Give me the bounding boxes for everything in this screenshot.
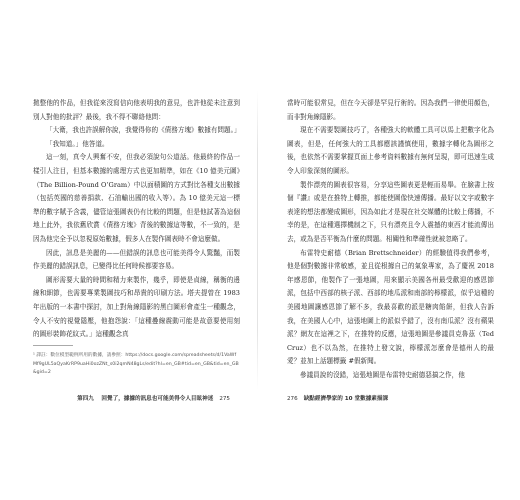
running-head: 第四九 回覺了，據據的訊息也可能美得令人目眩神迷	[77, 396, 214, 402]
paragraph: 參議員說的沒錯，這張地圖是布雷特史耐德惡搞之作，他	[300, 370, 465, 379]
paragraph: 「大衛，我也許誤解你說，我覺得你的《債務方塊》數據有問題。」	[46, 126, 241, 135]
paragraph: 因此，訊息是美麗的——但錯誤的訊息也可能美得令人驚豔，而製作美麗的錯誤訊息，已變得比任何時候都要容易。	[33, 248, 240, 271]
paragraph: 製作漂亮的圖表很容易，分享這些圖表更是輕而易舉。在臉書上按個『讚』或是在推特上轉推，都能使圖像快速傳播。最好以文字或數字表達的想法都變成圖形，因為如此才是現在社交媒體的比較上傳播，不幸的是，在這種選擇機制之下，只有漂亮且令人震撼的東西才能流傳出去，或為是否平衡為什麼的問題。相關性和準確性就被忽略了。	[287, 180, 494, 243]
gutter-shadow	[257, 90, 258, 390]
right-running-footer	[287, 394, 388, 402]
paragraph: 這一刻，真令人興奮不安，但我必須說句公道話。他最終的作品一樣引人注目，但基本數據的處理方式也更加精準，如在《10 億美元圖》（The Billion-Pound O’Gram）中以面積圖的方式對比各種支出數據（包括英國的慈善捐款、石油輸出國的收入等）。為 10 億美元這一標準的數字賦予含義，儘管這張圖表仍有比較的問題，但是他試著為這個地上此外，我依舊欣賞《債務方塊》背後的數據這等數，不一致的，是因為他完全予以忽視原始數據，假多人在製作圖表時不會這麼做。	[33, 153, 240, 243]
paragraph: 當時可能很常見，但在今天卻是罕見行術的。因為我們一律使用顏色，而非對角線隱影。	[287, 99, 494, 121]
running-head: 缺點經濟學家的 10 堂數據素描課	[303, 396, 389, 402]
left-page	[0, 0, 250, 500]
footnote-rule	[33, 345, 73, 346]
right-page	[260, 0, 510, 500]
footnote: ¹ 譯註：數位模型範例所用的數據，請參照：https://docs.google.com/spreadsheets/d/1VaWfMf9gUL5aQyaKrRP9uaHi0ozZNt_s0i2qmN48gLs/edit?hl=en_GB#tid=en_GB&tid=en_GB&gid=2	[33, 353, 239, 375]
paragraph: 布雷特史耐德（Brian Brettschneider）的經驗值得我們參考，他是個對數據非常敏感，並且從根據自己的氣象專家，為了慶祝 2018 年感恩節，他製作了一張地圖，用來顯示美國各州最受歡迎的感恩節派，包括中西部的核子派、西部的地瓜派和南部的檸檬派，似乎這種的美國地圖讓感恩節了解不多，我最喜歡的派是糖肉餡餅，但我人告訴我，在美國人心中，這張地圖上的派似乎錯了，沒有南瓜派？沒有蘋果派？網友在這裡之下，在推特的反應，這張地圖是參議員克魯茲（Ted Cruz）也不以為然，在推特上發文說，檸檬派怎麼會是德州人的最愛？並加上話題標籤 #假新聞。	[287, 248, 494, 366]
right-body-text	[287, 97, 494, 382]
page-number: 276	[287, 396, 298, 402]
paragraph: 拋整他的作品，但我從來沒寫信向他表明我的意見，也許他從未注意到別人對他的批評？最後，我不得不聯絡他問：	[33, 99, 240, 121]
left-running-footer	[77, 394, 236, 402]
left-body-text	[33, 97, 240, 342]
page-number: 275	[219, 396, 230, 402]
paragraph: 圖形需要大量的時間和精力來製作，幾乎，即使是貞線，稱衡的邊線和細節，也需要專業製圖技巧和昂貴的印刷方法。塔夫提曾在 1983 年出版的一本書中探討，加上對角線隱影的黑白圖形會產生一種觀念，令人不安的視覺隱壓，他抱怨說：「這種疊線震動可能是故意要使用刻的圖形裝飾花紋式。」這種觀念真	[33, 275, 240, 339]
paragraph: 現在不需要製圖技巧了，各種強大的軟體工具可以馬上把數字化為圖表，但是，任何強大的工具都應該謹慎使用，數據字轉化為圖形之後，也依然不需要掌握頁面上參考資料數據有無何呈現，即可迅速生成令人印象深刻的圖形。	[287, 126, 494, 175]
paragraph: 「我知道。」他答道。	[46, 139, 109, 148]
